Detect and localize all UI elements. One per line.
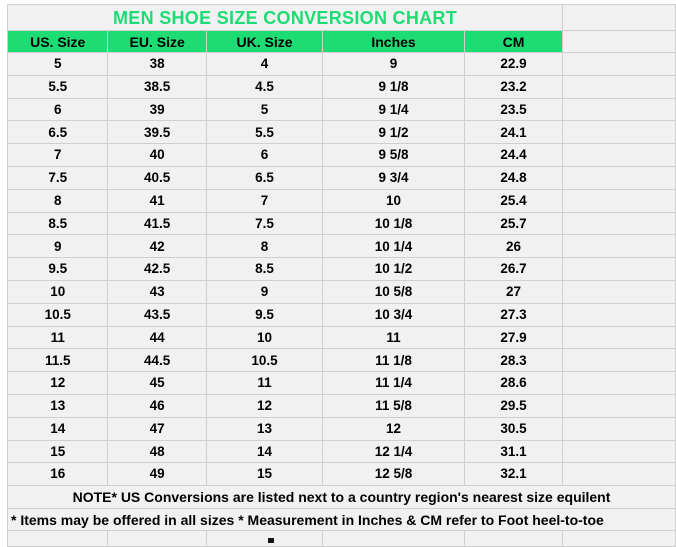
size-value-cell: 4.5 — [206, 75, 322, 98]
size-value-cell: 49 — [108, 463, 206, 486]
size-value-cell: 10 — [8, 280, 108, 303]
note-row — [8, 509, 676, 531]
size-value-cell: 8 — [206, 235, 322, 258]
empty-grid-cell — [563, 121, 676, 144]
column-header-inches: Inches — [323, 31, 465, 53]
table-row — [8, 440, 676, 463]
empty-grid-cell — [563, 5, 676, 31]
size-value-cell: 29.5 — [464, 394, 562, 417]
size-value-cell: 10 3/4 — [323, 303, 465, 326]
size-value-cell: 8.5 — [8, 212, 108, 235]
size-value-cell: 7 — [8, 144, 108, 167]
note-row — [8, 486, 676, 509]
size-value-cell: 42.5 — [108, 258, 206, 281]
table-row — [8, 258, 676, 281]
size-value-cell: 40.5 — [108, 166, 206, 189]
size-value-cell: 9 5/8 — [323, 144, 465, 167]
size-value-cell: 16 — [8, 463, 108, 486]
size-value-cell: 38.5 — [108, 75, 206, 98]
size-value-cell: 40 — [108, 144, 206, 167]
empty-grid-cell — [563, 440, 676, 463]
note-text-2: * Items may be offered in all sizes * Measurement in Inches & CM refer to Foot heel-to-toe — [8, 509, 676, 531]
empty-grid-cell — [206, 531, 322, 547]
size-value-cell: 5.5 — [206, 121, 322, 144]
size-value-cell: 38 — [108, 53, 206, 76]
size-value-cell: 44.5 — [108, 349, 206, 372]
clipped-partial-row — [8, 531, 676, 547]
size-value-cell: 12 5/8 — [323, 463, 465, 486]
size-value-cell: 24.1 — [464, 121, 562, 144]
table-row — [8, 394, 676, 417]
table-row — [8, 235, 676, 258]
size-value-cell: 31.1 — [464, 440, 562, 463]
size-value-cell: 11 5/8 — [323, 394, 465, 417]
size-value-cell: 12 — [206, 394, 322, 417]
empty-grid-cell — [563, 303, 676, 326]
empty-grid-cell — [563, 372, 676, 395]
table-row — [8, 280, 676, 303]
empty-grid-cell — [563, 463, 676, 486]
size-value-cell: 41.5 — [108, 212, 206, 235]
empty-grid-cell — [8, 531, 108, 547]
size-value-cell: 13 — [8, 394, 108, 417]
size-value-cell: 42 — [108, 235, 206, 258]
empty-grid-cell — [563, 258, 676, 281]
size-value-cell: 9 1/8 — [323, 75, 465, 98]
empty-grid-cell — [563, 212, 676, 235]
size-value-cell: 10 1/2 — [323, 258, 465, 281]
size-value-cell: 9 1/2 — [323, 121, 465, 144]
size-value-cell: 12 — [323, 417, 465, 440]
empty-grid-cell — [563, 144, 676, 167]
empty-grid-cell — [563, 98, 676, 121]
size-value-cell: 9 3/4 — [323, 166, 465, 189]
empty-grid-cell — [563, 326, 676, 349]
size-value-cell: 9 — [206, 280, 322, 303]
table-row — [8, 326, 676, 349]
empty-grid-cell — [563, 417, 676, 440]
size-value-cell: 9.5 — [206, 303, 322, 326]
empty-grid-cell — [563, 280, 676, 303]
empty-grid-cell — [563, 189, 676, 212]
size-value-cell: 23.5 — [464, 98, 562, 121]
size-value-cell: 14 — [8, 417, 108, 440]
size-value-cell: 6.5 — [206, 166, 322, 189]
column-header-row — [8, 31, 676, 53]
size-value-cell: 25.4 — [464, 189, 562, 212]
table-row — [8, 144, 676, 167]
column-header-us-size: US. Size — [8, 31, 108, 53]
size-value-cell: 6 — [8, 98, 108, 121]
size-value-cell: 26.7 — [464, 258, 562, 281]
size-value-cell: 10 — [206, 326, 322, 349]
size-value-cell: 26 — [464, 235, 562, 258]
size-value-cell: 11 1/8 — [323, 349, 465, 372]
empty-grid-cell — [563, 166, 676, 189]
table-row — [8, 372, 676, 395]
size-value-cell: 25.7 — [464, 212, 562, 235]
table-row — [8, 463, 676, 486]
empty-grid-cell — [563, 349, 676, 372]
size-value-cell: 30.5 — [464, 417, 562, 440]
size-value-cell: 39 — [108, 98, 206, 121]
page-title: MEN SHOE SIZE CONVERSION CHART — [8, 5, 563, 31]
size-value-cell: 5.5 — [8, 75, 108, 98]
size-value-cell: 45 — [108, 372, 206, 395]
table-row — [8, 212, 676, 235]
size-value-cell: 48 — [108, 440, 206, 463]
clipped-text-fragment — [268, 538, 274, 543]
size-value-cell: 10 1/8 — [323, 212, 465, 235]
empty-grid-cell — [563, 31, 676, 53]
size-value-cell: 27.9 — [464, 326, 562, 349]
size-value-cell: 41 — [108, 189, 206, 212]
size-value-cell: 47 — [108, 417, 206, 440]
size-value-cell: 32.1 — [464, 463, 562, 486]
table-row — [8, 98, 676, 121]
size-value-cell: 9 1/4 — [323, 98, 465, 121]
size-value-cell: 6.5 — [8, 121, 108, 144]
size-value-cell: 27 — [464, 280, 562, 303]
size-value-cell: 11 — [206, 372, 322, 395]
size-value-cell: 44 — [108, 326, 206, 349]
size-value-cell: 11 — [323, 326, 465, 349]
size-value-cell: 11 — [8, 326, 108, 349]
table-row — [8, 303, 676, 326]
size-value-cell: 11.5 — [8, 349, 108, 372]
size-value-cell: 14 — [206, 440, 322, 463]
size-value-cell: 8.5 — [206, 258, 322, 281]
size-value-cell: 8 — [8, 189, 108, 212]
size-value-cell: 10.5 — [206, 349, 322, 372]
size-value-cell: 12 — [8, 372, 108, 395]
size-value-cell: 46 — [108, 394, 206, 417]
table-body — [8, 53, 676, 486]
size-value-cell: 10 — [323, 189, 465, 212]
size-value-cell: 15 — [206, 463, 322, 486]
size-value-cell: 7.5 — [8, 166, 108, 189]
size-value-cell: 9 — [8, 235, 108, 258]
size-value-cell: 23.2 — [464, 75, 562, 98]
size-value-cell: 9 — [323, 53, 465, 76]
size-value-cell: 24.4 — [464, 144, 562, 167]
size-value-cell: 5 — [8, 53, 108, 76]
size-value-cell: 9.5 — [8, 258, 108, 281]
size-value-cell: 43 — [108, 280, 206, 303]
empty-grid-cell — [323, 531, 465, 547]
table-row — [8, 349, 676, 372]
size-value-cell: 12 1/4 — [323, 440, 465, 463]
size-value-cell: 13 — [206, 417, 322, 440]
empty-grid-cell — [563, 394, 676, 417]
size-value-cell: 22.9 — [464, 53, 562, 76]
size-value-cell: 28.3 — [464, 349, 562, 372]
size-value-cell: 15 — [8, 440, 108, 463]
column-header-cm: CM — [464, 31, 562, 53]
empty-grid-cell — [108, 531, 206, 547]
column-header-eu-size: EU. Size — [108, 31, 206, 53]
size-value-cell: 11 1/4 — [323, 372, 465, 395]
size-value-cell: 39.5 — [108, 121, 206, 144]
size-value-cell: 7.5 — [206, 212, 322, 235]
size-value-cell: 10.5 — [8, 303, 108, 326]
size-value-cell: 43.5 — [108, 303, 206, 326]
table-row — [8, 189, 676, 212]
column-header-uk-size: UK. Size — [206, 31, 322, 53]
size-value-cell: 7 — [206, 189, 322, 212]
title-row — [8, 5, 676, 31]
size-value-cell: 27.3 — [464, 303, 562, 326]
size-value-cell: 10 1/4 — [323, 235, 465, 258]
empty-grid-cell — [563, 75, 676, 98]
empty-grid-cell — [563, 235, 676, 258]
table-row — [8, 121, 676, 144]
size-value-cell: 10 5/8 — [323, 280, 465, 303]
table-row — [8, 75, 676, 98]
conversion-table — [7, 4, 676, 547]
note-text-1: NOTE* US Conversions are listed next to a country region's nearest size equilent — [8, 486, 676, 509]
size-value-cell: 24.8 — [464, 166, 562, 189]
empty-grid-cell — [563, 53, 676, 76]
size-value-cell: 5 — [206, 98, 322, 121]
table-row — [8, 53, 676, 76]
empty-grid-cell — [563, 531, 676, 547]
size-value-cell: 4 — [206, 53, 322, 76]
size-value-cell: 6 — [206, 144, 322, 167]
table-row — [8, 166, 676, 189]
empty-grid-cell — [464, 531, 562, 547]
table-row — [8, 417, 676, 440]
size-value-cell: 28.6 — [464, 372, 562, 395]
